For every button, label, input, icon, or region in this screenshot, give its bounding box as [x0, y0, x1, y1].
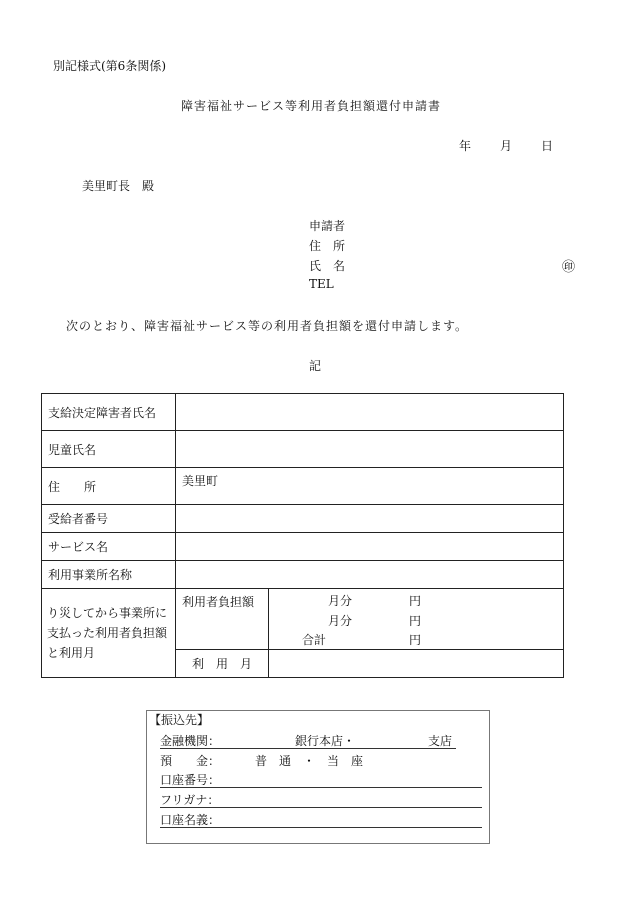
deposit-options[interactable]: 普 通 ・ 当 座	[255, 754, 364, 768]
month-unit-2: 月分	[328, 614, 353, 628]
address-label: 住 所	[42, 468, 176, 505]
furigana-underline[interactable]	[160, 807, 482, 808]
child-name-field[interactable]	[176, 431, 564, 468]
account-name-underline[interactable]	[160, 827, 482, 828]
branch-suffix: 支店	[428, 734, 453, 748]
yen-unit-total: 円	[409, 633, 422, 647]
table-row	[42, 589, 564, 650]
applicant-name-label: 氏 名	[309, 259, 346, 273]
application-table	[41, 393, 564, 678]
date-year-label: 年	[459, 139, 472, 153]
recipient-number-field[interactable]	[176, 505, 564, 533]
applicant-address-label: 住 所	[309, 239, 346, 253]
date-month-label: 月	[500, 139, 513, 153]
address-prefix: 美里町	[182, 474, 219, 488]
bank-heading: 【振込先】	[149, 713, 210, 727]
paid-burden-label: り災してから事業所に支払った利用者負担額と利用月	[42, 589, 176, 678]
yen-unit-2: 円	[409, 614, 422, 628]
usage-month-field[interactable]	[269, 650, 564, 678]
furigana-label: フリガナ：	[160, 793, 220, 807]
deposit-label: 預 金：	[160, 754, 221, 768]
service-name-label: サービス名	[42, 533, 176, 561]
applicant-tel-label: TEL	[309, 277, 334, 291]
usage-month-label: 利 用 月	[176, 650, 269, 678]
bank-suffix: 銀行本店・	[295, 734, 356, 748]
month-unit-1: 月分	[328, 594, 353, 608]
institution-underline[interactable]	[160, 748, 456, 749]
account-number-underline[interactable]	[160, 787, 482, 788]
table-row	[42, 533, 564, 561]
table-row	[42, 431, 564, 468]
recipient-number-label: 受給者番号	[42, 505, 176, 533]
table-row	[42, 505, 564, 533]
applicant-label: 申請者	[309, 219, 346, 233]
child-name-label: 児童氏名	[42, 431, 176, 468]
total-label: 合計	[302, 633, 327, 647]
table-row	[42, 394, 564, 431]
date-day-label: 日	[541, 139, 554, 153]
facility-name-label: 利用事業所名称	[42, 561, 176, 589]
account-name-label: 口座名義：	[160, 813, 221, 827]
document-title: 障害福祉サービス等利用者負担額還付申請書	[181, 99, 442, 113]
disabled-person-name-field[interactable]	[176, 394, 564, 431]
facility-name-field[interactable]	[176, 561, 564, 589]
table-row	[42, 561, 564, 589]
burden-amount-field[interactable]	[269, 589, 564, 650]
form-type-label: 別記様式(第6条関係)	[53, 59, 166, 73]
disabled-person-name-label: 支給決定障害者氏名	[42, 394, 176, 431]
addressee: 美里町長 殿	[82, 179, 155, 193]
service-name-field[interactable]	[176, 533, 564, 561]
ki-label: 記	[309, 359, 322, 373]
request-statement: 次のとおり、障害福祉サービス等の利用者負担額を還付申請します。	[66, 319, 469, 333]
table-row	[42, 468, 564, 505]
institution-label: 金融機関：	[160, 734, 221, 748]
seal-mark: ㊞	[562, 260, 576, 275]
yen-unit-1: 円	[409, 594, 422, 608]
account-number-label: 口座番号：	[160, 773, 221, 787]
burden-amount-label: 利用者負担額	[176, 589, 269, 650]
address-field[interactable]	[176, 468, 564, 505]
